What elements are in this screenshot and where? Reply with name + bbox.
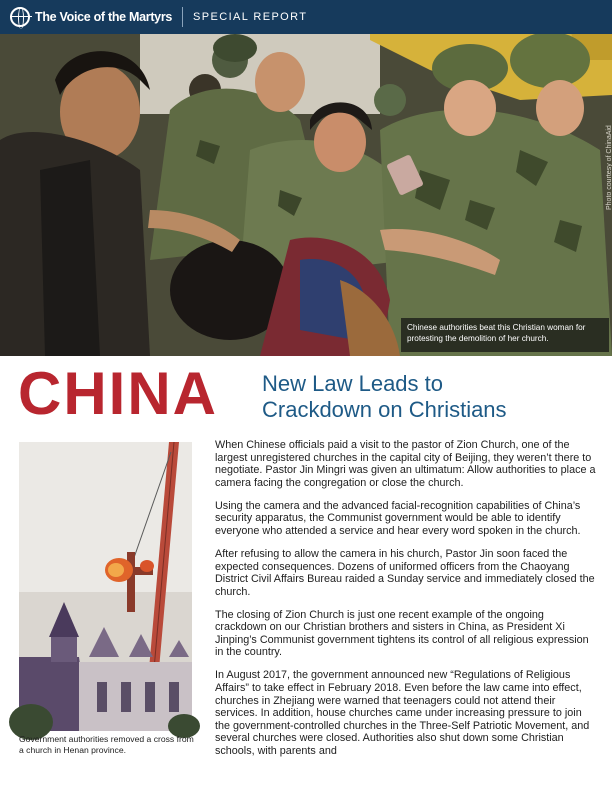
photo-credit: Photo courtesy of ChinaAid [606, 125, 613, 210]
article-title: CHINA [18, 360, 218, 427]
hero-caption: Chinese authorities beat this Christian woman for protesting the demolition of her church. [401, 318, 609, 352]
side-photo-caption: Government authorities removed a cross from a church in Henan province. [19, 734, 194, 755]
paragraph: When Chinese officials paid a visit to the pastor of Zion Church, one of the largest unregistered churches in the capital city of Beijing, they weren’t there to negotiate. Pastor Jin Mingri was given an ultimatum: Allow authorities to place a camera facing the congregation or close the church. [215, 439, 596, 489]
paragraph: The closing of Zion Church is just one recent example of the ongoing crackdown on our Christian brothers and sisters in China, as President Xi Jinping’s Communist government tightens its control of all religious expression in the country. [215, 608, 589, 659]
article-body [215, 439, 597, 768]
vom-logo[interactable] [10, 7, 172, 27]
hero-photo-illustration [0, 0, 612, 356]
subtitle-line-2: Crackdown on Christians [262, 397, 507, 422]
subtitle-line-1: New Law Leads to [262, 371, 443, 396]
logo-text: The Voice of the Martyrs [35, 10, 173, 24]
article-subtitle [262, 371, 507, 423]
paragraph: Using the camera and the advanced facial-recognition capabilities of China’s security apparatus, the Communist government would be able to identify everyone who attended a service and hear every word spoken in the church. [215, 499, 581, 537]
side-photo [19, 442, 192, 731]
paragraph: After refusing to allow the camera in his church, Pastor Jin soon faced the expected consequences. Dozens of uniformed officers from the Chaoyang District Civil Affairs Bureau raided a Sunday service and immediately closed the church. [215, 547, 595, 598]
section-label: SPECIAL REPORT [193, 11, 308, 23]
hero-photo [0, 0, 612, 356]
header-bar [0, 0, 612, 34]
paragraph: In August 2017, the government announced new “Regulations of Religious Affairs” to take effect in February 2018. Even before the law came into effect, churches in Zhejiang were warned that teenagers could not attend their services. In addition, house churches came under increasing pressure to join the government-controlled churches in the Three-Self Patriotic Movement, and several churches were closed. Authorities also shut down some Christian schools, with parents and [215, 669, 590, 758]
side-photo-illustration [19, 442, 192, 731]
header-divider [182, 7, 183, 27]
globe-icon [10, 7, 30, 27]
